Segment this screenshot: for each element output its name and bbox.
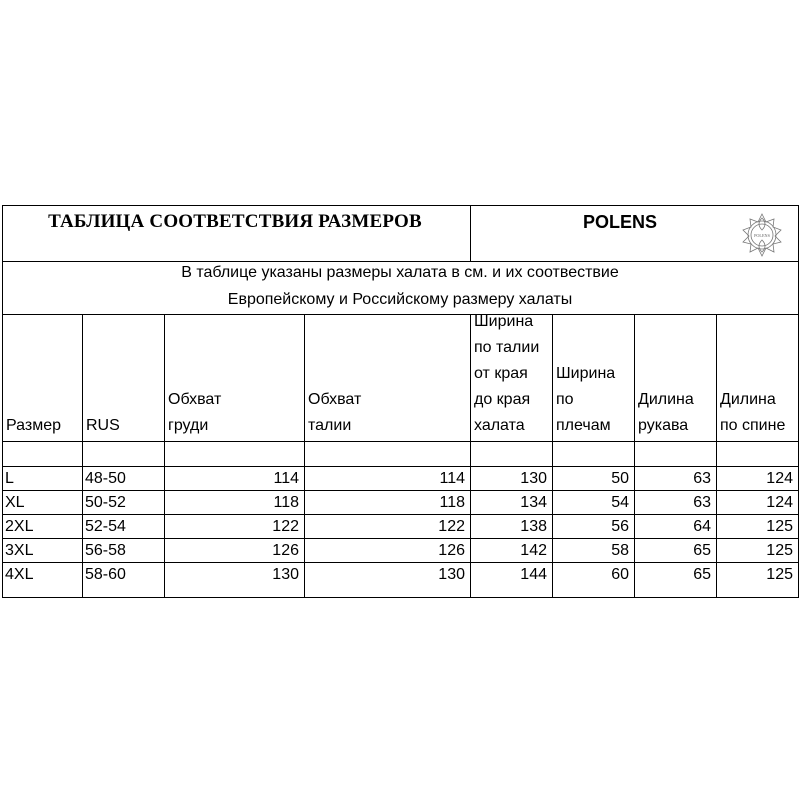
table-cell-back: 125 [766,518,793,535]
table-cell-rus: 52-54 [85,518,126,535]
table-cell-back: 124 [766,470,793,487]
table-cell-sleeve: 65 [693,542,711,559]
table-cell-rus: 48-50 [85,470,126,487]
table-cell-chest: 114 [273,470,299,487]
grid-line [2,261,799,262]
polens-seal-icon [737,210,787,260]
table-cell-shoulders: 56 [611,518,629,535]
grid-line [2,597,799,598]
column-header-shoulders: Ширина [556,365,616,382]
table-cell-waist: 126 [438,542,465,559]
column-header-sleeve: Дилина [638,391,694,408]
column-header-back: Дилина [720,391,776,408]
table-cell-size: 3XL [5,542,34,559]
grid-line [82,314,83,598]
column-header-width_waist: от края [474,365,528,382]
table-cell-back: 124 [766,494,793,511]
table-cell-waist: 118 [439,494,465,511]
column-header-width_waist: по талии [474,339,540,356]
column-header-chest: Обхват [168,391,222,408]
table-cell-width_waist: 142 [520,542,547,559]
table-cell-sleeve: 63 [693,494,711,511]
table-cell-waist: 130 [438,566,465,583]
table-cell-width_waist: 138 [520,518,547,535]
table-cell-chest: 118 [273,494,299,511]
column-header-sleeve: рукава [638,417,689,434]
subtitle-line-2: Европейскому и Российскому размеру халаты [227,291,573,308]
table-cell-chest: 122 [272,518,299,535]
table-cell-waist: 114 [439,470,465,487]
table-cell-width_waist: 144 [520,566,547,583]
table-cell-waist: 122 [438,518,465,535]
column-header-shoulders: по [556,391,574,408]
grid-line [2,314,799,315]
table-cell-width_waist: 134 [520,494,547,511]
table-cell-rus: 58-60 [85,566,126,583]
table-cell-shoulders: 60 [611,566,629,583]
table-cell-size: XL [5,494,25,511]
table-cell-sleeve: 65 [693,566,711,583]
page-title: ТАБЛИЦА СООТВЕТСТВИЯ РАЗМЕРОВ [48,211,422,232]
table-cell-chest: 126 [272,542,299,559]
column-header-chest: груди [168,417,209,434]
table-cell-size: L [5,470,14,487]
column-header-back: по спине [720,417,786,434]
grid-line [470,205,471,262]
column-header-width_waist: до края [474,391,531,408]
table-cell-rus: 50-52 [85,494,126,511]
table-cell-size: 4XL [5,566,34,583]
grid-line [2,205,799,206]
brand-name: POLENS [582,212,657,232]
grid-line [2,441,799,442]
table-cell-width_waist: 130 [520,470,547,487]
table-cell-back: 125 [766,542,793,559]
table-cell-back: 125 [766,566,793,583]
column-header-rus: RUS [86,417,120,434]
subtitle-line-1: В таблице указаны размеры халата в см. и их соотвествие [181,264,619,281]
column-header-width_waist: Ширина [474,313,534,330]
table-cell-shoulders: 50 [611,470,629,487]
table-cell-sleeve: 63 [693,470,711,487]
column-header-width_waist: халата [474,417,525,434]
table-cell-shoulders: 58 [611,542,629,559]
column-header-shoulders: плечам [556,417,611,434]
svg-text:POLENS: POLENS [754,233,770,238]
table-cell-shoulders: 54 [611,494,629,511]
table-cell-rus: 56-58 [85,542,126,559]
column-header-waist: талии [308,417,352,434]
table-cell-sleeve: 64 [693,518,711,535]
column-header-size: Размер [6,417,61,434]
table-cell-chest: 130 [272,566,299,583]
table-cell-size: 2XL [5,518,34,535]
column-header-waist: Обхват [308,391,362,408]
